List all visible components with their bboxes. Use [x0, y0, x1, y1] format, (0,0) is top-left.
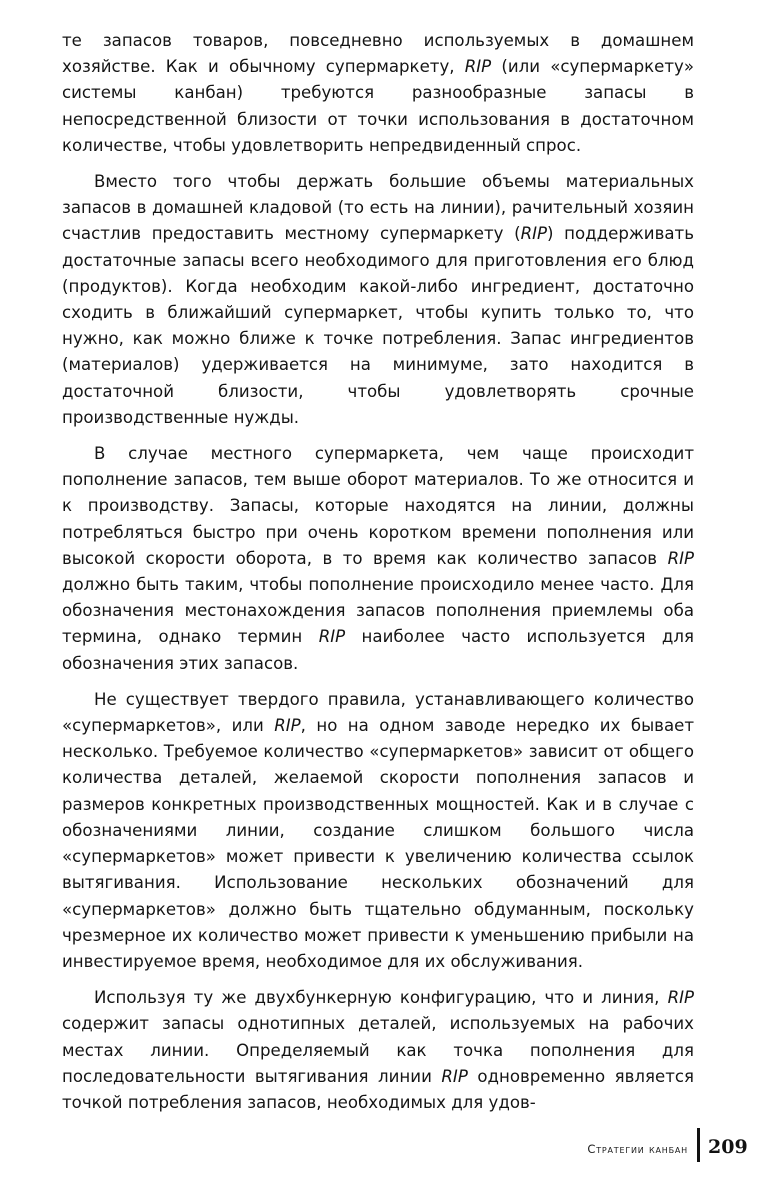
- page-number: 209: [708, 1136, 748, 1158]
- paragraph-2: [62, 169, 694, 431]
- text-run: должно быть таким, чтобы пополнение происходило менее часто. Для обозначения местонахождения запасов пополнения приемлемы оба термина, однако термин: [62, 575, 694, 647]
- running-title: Стратегии канбан: [587, 1142, 688, 1156]
- text-run: те запасов товаров, повседневно используемых в домашнем хозяйстве. Как и обычному супермаркету,: [62, 31, 694, 77]
- text-run-italic: RIP: [667, 988, 694, 1008]
- page-footer: [0, 1128, 760, 1168]
- text-run-italic: RIP: [441, 1066, 468, 1086]
- page-body: [62, 28, 694, 1126]
- text-run-italic: RIP: [318, 627, 346, 647]
- text-run: Вместо того чтобы держать большие объемы материальных запасов в домашней кладовой (то есть на линии), рачительный хозяин счастлив предоставить местному супермаркету (: [62, 172, 694, 244]
- text-run-italic: RIP: [464, 57, 492, 77]
- text-run-italic: RIP: [667, 548, 694, 568]
- text-run: Используя ту же двухбункерную конфигурацию, что и линия,: [94, 988, 668, 1008]
- paragraph-1: [62, 28, 694, 159]
- footer-divider: [697, 1128, 700, 1162]
- text-run-italic: RIP: [274, 716, 301, 736]
- text-run: наиболее часто используется для обозначения этих запасов.: [62, 627, 694, 673]
- text-run: Не существует твердого правила, устанавливающего количество «супермаркетов», или: [62, 689, 694, 736]
- text-run: (или «супермаркету» системы канбан) требуются разнообразные запасы в непосредственной близости от точки использования в достаточном количестве, чтобы удовлетворить непредвиденный спрос.: [62, 57, 694, 155]
- text-run: одновременно является точкой потребления запасов, необходимых для удов-: [62, 1066, 695, 1112]
- text-run: , но на одном заводе нередко их бывает несколько. Требуемое количество «супермаркетов» зависит от общего количества деталей, желаемой скорости пополнения запасов и размеров конкретных производственных мощностей. Как и в случае с обозначениями линии, создание слишком большого числа «супермаркетов» может привести к увеличению количества ссылок вытягивания. Использование нескольких обозначений для «супермаркетов» должно быть тщательно обдуманным, поскольку чрезмерное их количество может привести к уменьшению прибыли на инвестируемое время, необходимое для их обслуживания.: [62, 716, 694, 971]
- text-run: ) поддерживать достаточные запасы всего необходимого для приготовления его блюд (продуктов). Когда необходим какой-либо ингредиент, достаточно сходить в ближайший супермаркет, чтобы купить только то, что нужно, как можно ближе к точке потребления. Запас ингредиентов (материалов) удерживается на минимуме, зато находится в достаточной близости, чтобы удовлетворять срочные производственные нужды.: [62, 224, 694, 427]
- text-run-italic: RIP: [520, 224, 548, 244]
- paragraph-5: [62, 985, 694, 1116]
- paragraph-3: [62, 441, 694, 677]
- text-run: В случае местного супермаркета, чем чаще происходит пополнение запасов, тем выше оборот материалов. То же относится и к производству. Запасы, которые находятся на линии, должны потребляться быстро при очень коротком времени пополнения или высокой скорости оборота, в то время как количество запасов: [62, 444, 694, 568]
- text-run: содержит запасы однотипных деталей, используемых на рабочих местах линии. Определяемый как точка пополнения для последовательности вытягивания линии: [62, 1014, 694, 1086]
- paragraph-4: [62, 687, 694, 975]
